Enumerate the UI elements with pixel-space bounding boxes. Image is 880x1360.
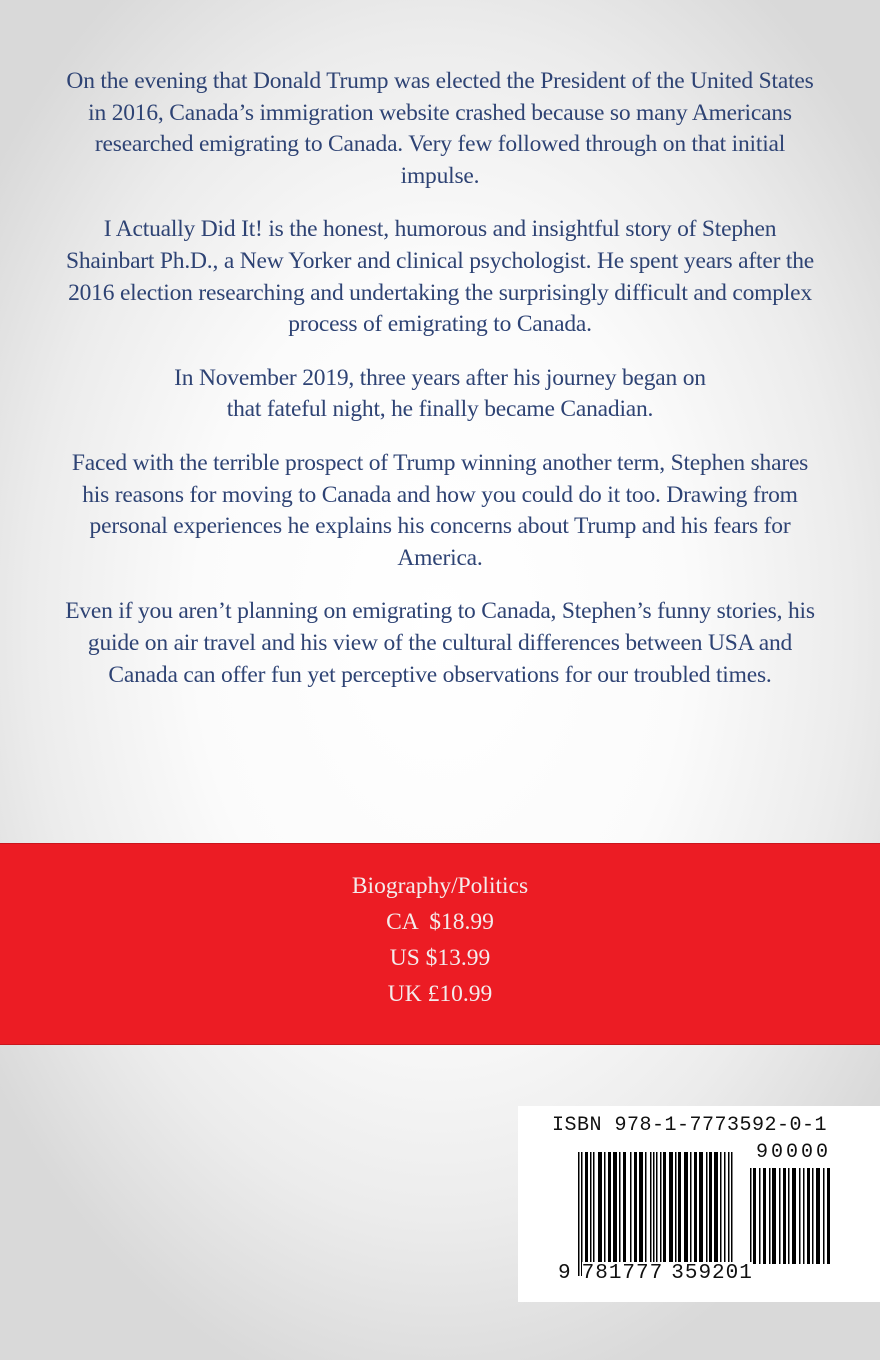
ean-barcode-icon xyxy=(578,1152,738,1276)
back-cover-blurb xyxy=(60,66,820,713)
addon-barcode-icon xyxy=(750,1168,832,1264)
price-us: US $13.99 xyxy=(389,945,491,971)
ean-first-digit: 9 xyxy=(558,1262,572,1285)
blurb-paragraph-5: Even if you aren’t planning on emigrating to Canada, Stephen’s funny stories, his guide on air travel and his view of the cultural differences between USA and Canada can offer fun yet perceptive observations for our troubled times. xyxy=(65,598,815,688)
price-ca: CA $18.99 xyxy=(386,909,494,935)
blurb-paragraph-4: Faced with the terrible prospect of Trump winning another term, Stephen shares his reasons for moving to Canada and how you could do it too. Drawing from personal experiences he explains his concerns about Trump and his fears for America. xyxy=(71,449,809,571)
ean-left-group: 781777 xyxy=(581,1262,664,1285)
isbn-barcode-box xyxy=(518,1106,880,1302)
ean-right-group: 359201 xyxy=(671,1262,753,1285)
price-list xyxy=(0,868,880,1012)
genre-label: Biography/Politics xyxy=(351,873,529,899)
ean-number xyxy=(558,1262,753,1285)
isbn-label: ISBN 978-1-7773592-0-1 xyxy=(552,1114,828,1137)
price-addon-label: 90000 xyxy=(756,1141,832,1164)
blurb-paragraph-1: On the evening that Donald Trump was elected the President of the United States in 2016, Canada’s immigration website crashed because so many Americans researched emigrating to Canada. Very few followed through on that initial impulse. xyxy=(66,68,814,189)
price-uk: UK £10.99 xyxy=(387,981,493,1007)
blurb-paragraph-3: In November 2019, three years after his journey began on that fateful night, he finally became Canadian. xyxy=(174,364,706,423)
price-band xyxy=(0,844,880,1044)
blurb-paragraph-2: I Actually Did It! is the honest, humorous and insightful story of Stephen Shainbart Ph.D., a New Yorker and clinical psychologist. He spent years after the 2016 election researching and undertaking the surprisingly difficult and complex process of emigrating to Canada. xyxy=(65,216,815,338)
